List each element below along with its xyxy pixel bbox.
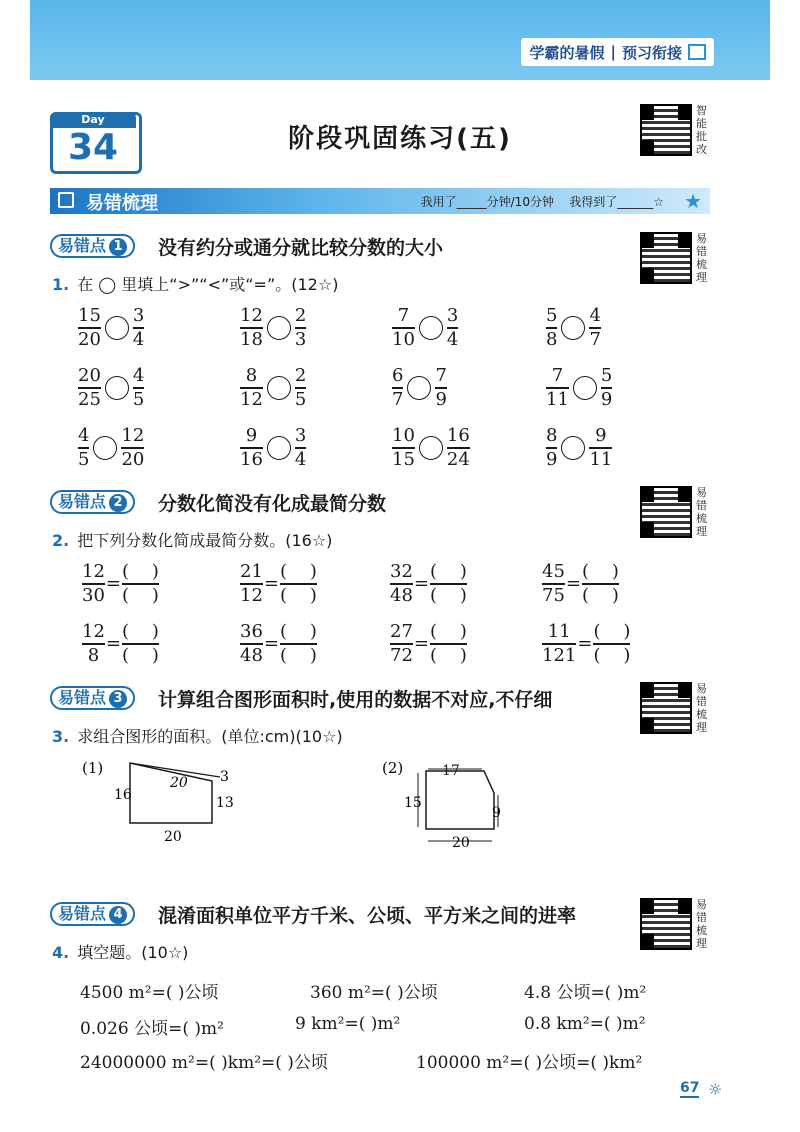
question-2 [52,528,332,551]
answer-numerator-blank[interactable]: ( ) [430,561,467,582]
denominator: 5 [78,448,90,470]
dim-top: 17 [442,763,460,779]
answer-numerator-blank[interactable]: ( ) [122,621,159,642]
answer-denominator-blank[interactable]: ( ) [593,644,631,666]
numerator: 9 [245,425,258,446]
answer-circle[interactable] [267,316,291,340]
error-tag-3 [50,686,135,710]
fraction [392,426,415,470]
error-topic: 分数化简没有化成最简分数 [158,493,387,515]
fraction [78,306,101,350]
numerator: 9 [595,425,607,446]
fraction [546,426,557,470]
denominator: 11 [589,448,613,470]
section-info [421,193,664,210]
question-text: 求组合图形的面积。(单位:cm)(10☆) [77,727,343,746]
numerator: 4 [78,425,90,446]
numerator: 7 [397,305,410,326]
numerator: 36 [240,621,263,642]
answer-fraction[interactable] [122,622,159,666]
fraction [447,306,458,350]
answer-denominator-blank[interactable]: ( ) [430,584,467,606]
answer-circle[interactable] [419,436,443,460]
error-tag-label: 易错点 [58,904,107,923]
error-number: 1 [109,238,127,256]
simplify-item [240,562,317,606]
numerator: 16 [446,425,470,446]
brand-name: 学霸的暑假 [529,43,605,62]
compare-item [240,426,306,470]
numerator: 32 [390,561,413,582]
section-title: 易错梳理 [86,193,158,214]
simplify-item [82,562,159,606]
numerator: 4 [132,365,145,386]
answer-circle[interactable] [561,436,585,460]
denominator: 7 [589,328,601,350]
fraction [390,562,413,606]
numerator: 12 [240,305,263,326]
numerator: 2 [294,305,307,326]
question-text: 填空题。(10☆) [77,943,189,962]
answer-circle[interactable] [573,376,597,400]
fraction [295,306,306,350]
error-tag-label: 易错点 [58,236,107,255]
fraction [78,426,89,470]
qr-label: 易错梳理 [696,486,707,538]
simplify-item [542,562,619,606]
denominator: 48 [240,644,263,666]
question-4 [52,940,188,963]
fraction [82,622,105,666]
fraction [392,306,415,350]
score-got: 我得到了______☆ [569,195,664,209]
equals-sign: = [413,573,429,595]
denominator: 121 [542,644,577,666]
denominator: 4 [294,448,307,470]
fraction [295,366,306,410]
figure-1 [80,755,280,850]
numerator: 6 [392,365,404,386]
qr-code-icon[interactable] [640,898,692,950]
numerator: 7 [435,365,447,386]
answer-fraction[interactable] [430,562,467,606]
denominator: 11 [546,388,569,410]
compare-item [392,426,470,470]
compare-item [546,366,612,410]
answer-fraction[interactable] [593,622,630,666]
dim-left: 15 [404,795,422,811]
answer-circle[interactable] [105,316,129,340]
denominator: 25 [78,388,101,410]
numerator: 3 [294,425,307,446]
error-tag-4 [50,902,135,926]
compare-item [392,366,447,410]
equals-sign: = [263,633,279,655]
error-topic: 没有约分或通分就比较分数的大小 [158,237,444,259]
denominator: 9 [600,388,613,410]
denominator: 20 [78,328,101,350]
fraction [82,562,105,606]
qr-label: 易错梳理 [696,232,707,284]
equals-sign: = [577,633,593,655]
denominator: 16 [240,448,263,470]
numerator: 12 [82,561,105,582]
fraction [240,426,263,470]
error-tag-1 [50,234,135,258]
numerator: 20 [78,365,101,386]
denominator: 75 [542,584,565,606]
equals-sign: = [105,573,121,595]
numerator: 5 [546,305,558,326]
answer-circle[interactable] [267,376,291,400]
qr-label: 易错梳理 [696,682,707,734]
denominator: 15 [392,448,415,470]
denominator: 10 [392,328,415,350]
equals-sign: = [263,573,279,595]
compare-item [240,366,306,410]
figure-label: (2) [382,759,404,777]
denominator: 12 [240,584,263,606]
denominator: 24 [446,448,470,470]
denominator: 72 [390,644,413,666]
fraction [546,366,569,410]
answer-fraction[interactable] [280,622,317,666]
denominator: 7 [392,388,404,410]
numerator: 27 [390,621,413,642]
error-number: 3 [109,690,127,708]
error-number: 2 [109,494,127,512]
question-number: 4. [52,943,70,962]
denominator: 9 [435,388,447,410]
answer-denominator-blank[interactable]: ( ) [280,584,317,606]
fill-item[interactable]: 24000000 m²=( )km²=( )公顷 [80,1053,328,1073]
numerator: 8 [245,365,258,386]
time-used: 我用了_____分钟/10分钟 [420,195,554,209]
numerator: 11 [547,621,571,642]
denominator: 9 [546,448,558,470]
fraction [392,366,403,410]
question-text: 在 ◯ 里填上“>”“<”或“=”。(12☆) [77,275,339,294]
answer-circle[interactable] [419,316,443,340]
denominator: 5 [294,388,307,410]
numerator: 2 [294,365,307,386]
simplify-item [390,562,467,606]
answer-numerator-blank[interactable]: ( ) [280,561,317,582]
equals-sign: = [413,633,429,655]
dim-left: 16 [114,787,132,803]
answer-fraction[interactable] [430,622,467,666]
answer-denominator-blank[interactable]: ( ) [582,584,619,606]
brand-separator: | [610,43,616,61]
fraction [435,366,446,410]
numerator: 45 [542,561,565,582]
answer-circle[interactable] [105,376,129,400]
qr-code-icon[interactable] [640,682,692,734]
fraction [589,426,612,470]
fraction [133,366,144,410]
brand-badge [521,38,714,66]
sun-icon: ☼ [708,1080,723,1099]
equals-sign: = [105,633,121,655]
figure-2 [380,755,540,855]
answer-denominator-blank[interactable]: ( ) [122,644,159,666]
fraction [121,426,144,470]
denominator: 18 [240,328,263,350]
error-tag-label: 易错点 [58,492,107,511]
dim-small: 3 [220,769,229,785]
denominator: 12 [240,388,263,410]
dim-bottom: 20 [164,829,182,845]
question-1 [52,272,338,295]
fill-item[interactable]: 9 km²=( )m² [295,1014,401,1034]
day-number: 34 [67,127,119,168]
fill-item[interactable]: 4500 m²=( )公顷 [80,983,219,1003]
compare-item [240,306,306,350]
answer-denominator-blank[interactable]: ( ) [430,644,467,666]
error-tag-2 [50,490,135,514]
qr-code-icon[interactable] [640,486,692,538]
fraction [601,366,612,410]
question-number: 3. [52,727,70,746]
answer-circle[interactable] [407,376,431,400]
brand-tagline: 预习衔接 [621,43,682,62]
error-number: 4 [109,906,127,924]
answer-numerator-blank[interactable]: ( ) [582,561,619,582]
numerator: 10 [392,425,415,446]
fraction [240,622,263,666]
numerator: 4 [589,305,601,326]
numerator: 3 [132,305,145,326]
numerator: 3 [446,305,459,326]
fill-item[interactable]: 4.8 公顷=( )m² [524,983,647,1003]
question-3 [52,724,343,747]
answer-denominator-blank[interactable]: ( ) [280,644,317,666]
answer-fraction[interactable] [122,562,159,606]
answer-circle[interactable] [561,316,585,340]
compare-item [78,306,144,350]
fraction [546,306,557,350]
numerator: 5 [600,365,613,386]
compare-item [546,426,612,470]
denominator: 5 [132,388,145,410]
fraction [542,562,565,606]
numerator: 12 [121,425,145,446]
trapezoid-shape [130,763,212,823]
section-bar [50,188,710,214]
fraction [240,562,263,606]
fraction [240,306,263,350]
denominator: 48 [390,584,413,606]
denominator: 8 [546,328,558,350]
answer-denominator-blank[interactable]: ( ) [122,584,159,606]
question-number: 1. [52,275,70,294]
simplify-item [82,622,159,666]
error-tag-label: 易错点 [58,688,107,707]
equals-sign: = [565,573,581,595]
compare-item [78,366,144,410]
numerator: 21 [240,561,263,582]
list-icon [58,192,74,208]
answer-circle[interactable] [93,436,117,460]
fraction [295,426,306,470]
fill-item[interactable]: 360 m²=( )公顷 [310,983,438,1003]
day-label: Day [50,112,136,128]
simplify-item [542,622,630,666]
qr-label: 易错梳理 [696,898,707,950]
fill-item[interactable]: 0.8 km²=( )m² [524,1014,646,1034]
fraction [589,306,600,350]
answer-fraction[interactable] [280,562,317,606]
simplify-item [390,622,467,666]
dim-right: 13 [216,795,234,811]
compare-item [78,426,144,470]
answer-circle[interactable] [267,436,291,460]
page-title: 阶段巩固练习(五) [288,124,512,154]
answer-numerator-blank[interactable]: ( ) [280,621,317,642]
compare-item [546,306,601,350]
dim-top: 20 [170,775,188,791]
denominator: 3 [294,328,307,350]
error-topic: 计算组合图形面积时,使用的数据不对应,不仔细 [158,689,553,711]
numerator: 12 [82,621,105,642]
compare-item [392,306,458,350]
question-text: 把下列分数化简成最简分数。(16☆) [77,531,333,550]
fill-item[interactable]: 0.026 公顷=( )m² [80,1019,224,1039]
simplify-item [240,622,317,666]
figure-label: (1) [82,759,104,777]
error-topic: 混淆面积单位平方千米、公顷、平方米之间的进率 [158,905,577,927]
qr-code-icon[interactable] [640,104,692,156]
denominator: 4 [132,328,145,350]
answer-numerator-blank[interactable]: ( ) [430,621,467,642]
question-number: 2. [52,531,70,550]
pentagon-shape [426,771,494,829]
answer-numerator-blank[interactable]: ( ) [593,621,631,642]
qr-code-icon[interactable] [640,232,692,284]
denominator: 30 [82,584,105,606]
fraction [390,622,413,666]
answer-numerator-blank[interactable]: ( ) [122,561,159,582]
denominator: 20 [121,448,145,470]
fraction [133,306,144,350]
numerator: 8 [546,425,558,446]
denominator: 8 [87,644,100,666]
fraction [542,622,576,666]
dim-right: 9 [492,805,501,821]
fraction [447,426,470,470]
denominator: 4 [446,328,459,350]
dim-bottom: 20 [452,835,470,851]
numerator: 7 [551,365,564,386]
fraction [240,366,263,410]
star-icon: ★ [684,189,702,213]
numerator: 15 [78,305,101,326]
answer-fraction[interactable] [582,562,619,606]
fill-item[interactable]: 100000 m²=( )公顷=( )km² [416,1053,643,1073]
top-banner [30,0,770,80]
qr-label: 智能批改 [696,104,707,156]
fraction [78,366,101,410]
book-icon [688,44,706,60]
page-number: 67 [680,1080,700,1096]
